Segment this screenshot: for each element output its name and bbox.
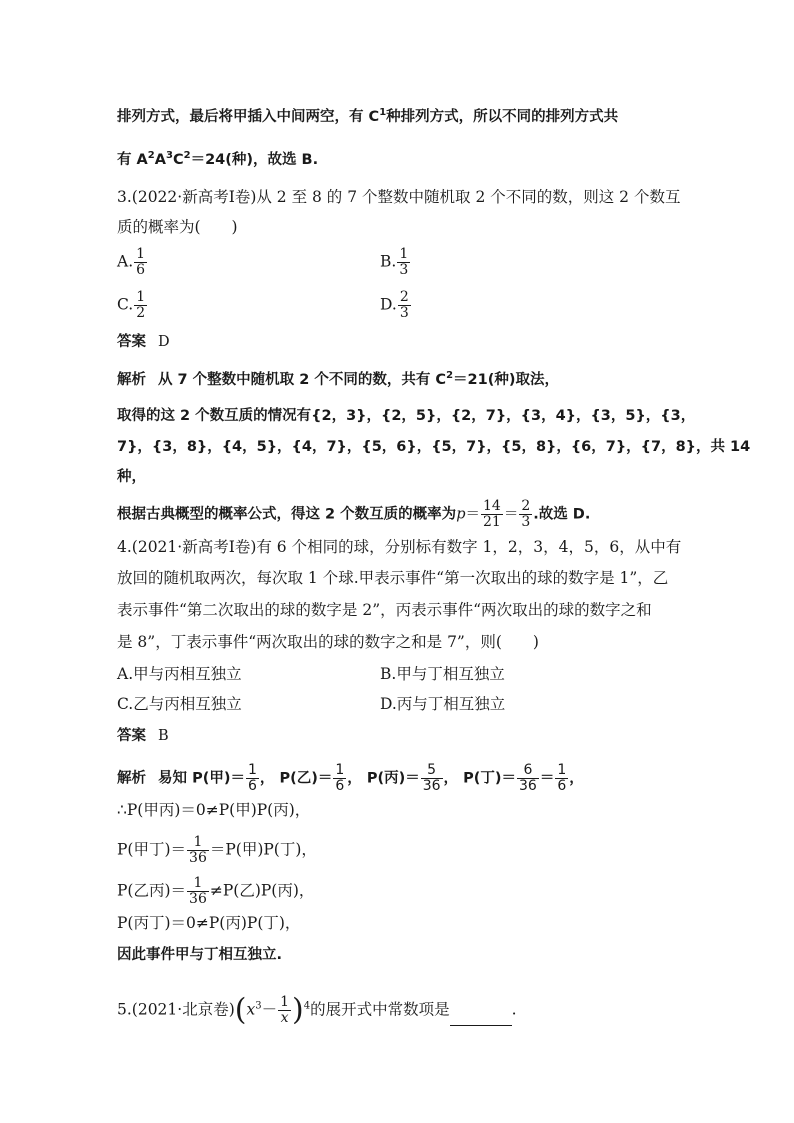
denominator: 36 <box>518 778 537 794</box>
variable: x <box>246 1000 256 1019</box>
analysis-label: 解析 <box>117 372 146 388</box>
answer-value: B <box>158 728 169 744</box>
numerator: 1 <box>399 246 409 262</box>
text: ＝21(种)取法， <box>453 372 559 388</box>
denominator: 3 <box>399 305 409 321</box>
numerator: 1 <box>136 289 146 305</box>
denominator: 6 <box>247 778 257 794</box>
option-label: D. <box>380 295 397 314</box>
fraction <box>134 247 147 278</box>
text: 根据古典概型的概率公式，得这 2 个数互质的概率为 <box>117 506 457 523</box>
text: 5.(2021·北京卷) <box>117 1000 235 1019</box>
superscript: 3 <box>165 150 173 162</box>
analysis-line <box>117 499 590 530</box>
text: P(丁)＝ <box>463 770 516 787</box>
text: 有 A <box>117 152 148 168</box>
fraction <box>421 763 443 794</box>
text: 排列方式，最后将甲插入中间两空，有 C <box>117 109 380 125</box>
analysis-line <box>117 876 314 907</box>
numerator: 6 <box>517 763 539 779</box>
answer-label: 答案 <box>117 334 146 350</box>
denominator: 6 <box>335 778 345 794</box>
option-c: C.乙与丙相互独立 <box>117 695 242 713</box>
analysis-line: 种， <box>117 469 146 485</box>
text: . <box>511 1000 517 1019</box>
variable: p <box>456 506 466 523</box>
analysis-label: 解析 <box>117 770 146 787</box>
question-4-stem: 是 8”，丁表示事件“两次取出的球的数字之和是 7”，则( ) <box>117 633 539 651</box>
superscript: 1 <box>379 107 387 119</box>
text: 从 7 个整数中随机取 2 个不同的数，共有 C <box>158 372 447 388</box>
text: ＝ <box>539 770 555 787</box>
text: ， <box>569 770 584 787</box>
analysis-line <box>117 835 317 866</box>
denominator: 6 <box>557 778 567 794</box>
analysis-line <box>117 763 584 794</box>
text: ， <box>347 770 362 787</box>
option-d <box>380 290 412 321</box>
text: ＝ <box>465 506 480 523</box>
text: P(丙)＝ <box>366 770 420 787</box>
answer-line <box>117 332 170 352</box>
numerator: 1 <box>247 762 257 778</box>
text: 种排列方式，所以不同的排列方式共 <box>386 109 619 125</box>
superscript: 2 <box>147 150 155 162</box>
option-a: A.甲与丙相互独立 <box>117 665 242 683</box>
text: 的展开式中常数项是 <box>310 1000 450 1019</box>
denominator: 3 <box>399 262 409 278</box>
text: － <box>261 1000 278 1019</box>
fraction <box>187 835 209 866</box>
superscript: 2 <box>183 150 191 162</box>
fraction <box>333 763 346 794</box>
text: A <box>154 152 166 168</box>
question-5-stem <box>117 992 517 1028</box>
option-label: C. <box>117 295 134 314</box>
denominator: 3 <box>521 514 531 530</box>
numerator: 2 <box>521 498 531 514</box>
text: .故选 D. <box>533 506 591 523</box>
numerator: 14 <box>482 498 501 514</box>
text: ， <box>259 770 275 787</box>
fraction <box>519 499 532 530</box>
option-label: A. <box>117 252 134 271</box>
answer-blank[interactable] <box>450 1009 512 1026</box>
denominator: 36 <box>422 778 441 794</box>
right-paren: ) <box>292 992 304 1028</box>
question-4-stem: 4.(2021·新高考Ⅰ卷)有 6 个相同的球，分别标有数字 1，2，3，4，5，6，从中有 <box>117 538 682 556</box>
numerator: 1 <box>187 876 209 892</box>
fraction <box>555 763 568 794</box>
left-paren: ( <box>234 992 247 1028</box>
denominator: 21 <box>482 514 501 530</box>
option-b <box>380 247 411 278</box>
text: P(甲丁)＝ <box>117 840 187 859</box>
denominator: 36 <box>189 850 207 866</box>
fraction <box>134 290 147 321</box>
analysis-line: 因此事件甲与丁相互独立. <box>117 947 283 963</box>
question-4-stem: 放回的随机取两次，每次取 1 个球.甲表示事件“第一次取出的球的数字是 1”，乙 <box>117 569 669 587</box>
text: P(甲)＝ <box>192 770 245 787</box>
numerator: 1 <box>280 994 290 1010</box>
analysis-line: 取得的这 2 个数互质的情况有{2，3}，{2，5}，{2，7}，{3，4}，{3，5}，{3， <box>117 408 696 424</box>
text: ， <box>443 770 459 787</box>
option-b: B.甲与丁相互独立 <box>380 665 505 683</box>
question-4-stem: 表示事件“第二次取出的球的数字是 2”，丙表示事件“两次取出的球的数字之和 <box>117 601 652 619</box>
superscript: 3 <box>255 1000 262 1012</box>
numerator: 1 <box>557 762 567 778</box>
text: ＝P(甲)P(丁)， <box>209 840 317 859</box>
numerator: 2 <box>399 289 409 305</box>
analysis-line: 7}，{3，8}，{4，5}，{4，7}，{5，6}，{5，7}，{5，8}，{6，7}，{7，8}，共 14 <box>117 439 751 455</box>
fraction <box>397 247 410 278</box>
superscript: 4 <box>303 1000 311 1012</box>
answer-label: 答案 <box>117 728 146 744</box>
fraction <box>481 499 503 530</box>
denominator: x <box>280 1010 289 1026</box>
analysis-line <box>117 370 559 390</box>
question-3-stem: 3.(2022·新高考Ⅰ卷)从 2 至 8 的 7 个整数中随机取 2 个不同的数，则这 2 个数互 <box>117 188 681 206</box>
text: C <box>172 152 184 168</box>
option-a <box>117 247 148 278</box>
answer-value: D <box>158 334 170 350</box>
numerator: 1 <box>187 835 209 851</box>
text: P(乙)＝ <box>279 770 333 787</box>
analysis-line: ∴P(甲丙)＝0≠P(甲)P(丙)， <box>117 801 311 819</box>
fraction <box>517 763 539 794</box>
text-line <box>117 107 618 127</box>
denominator: 2 <box>136 305 146 321</box>
numerator: 1 <box>136 246 146 262</box>
numerator: 1 <box>335 762 345 778</box>
fraction <box>398 290 411 321</box>
option-label: B. <box>380 252 397 271</box>
denominator: 36 <box>189 891 207 907</box>
superscript: 2 <box>446 370 454 382</box>
question-3-stem: 质的概率为( ) <box>117 218 238 236</box>
numerator: 5 <box>421 763 443 779</box>
text: ＝ <box>503 506 519 523</box>
fraction <box>278 995 291 1026</box>
text: ≠P(乙)P(丙)， <box>209 881 315 900</box>
fraction <box>246 763 259 794</box>
text: P(乙丙)＝ <box>117 881 187 900</box>
text: ＝24(种)，故选 B. <box>190 152 319 168</box>
text-line <box>117 150 318 170</box>
text: 易知 <box>158 770 187 787</box>
option-c <box>117 290 148 321</box>
fraction <box>187 876 209 907</box>
denominator: 6 <box>136 262 146 278</box>
answer-line <box>117 726 169 746</box>
option-d: D.丙与丁相互独立 <box>380 695 506 713</box>
analysis-line: P(丙丁)＝0≠P(丙)P(丁)， <box>117 914 301 932</box>
